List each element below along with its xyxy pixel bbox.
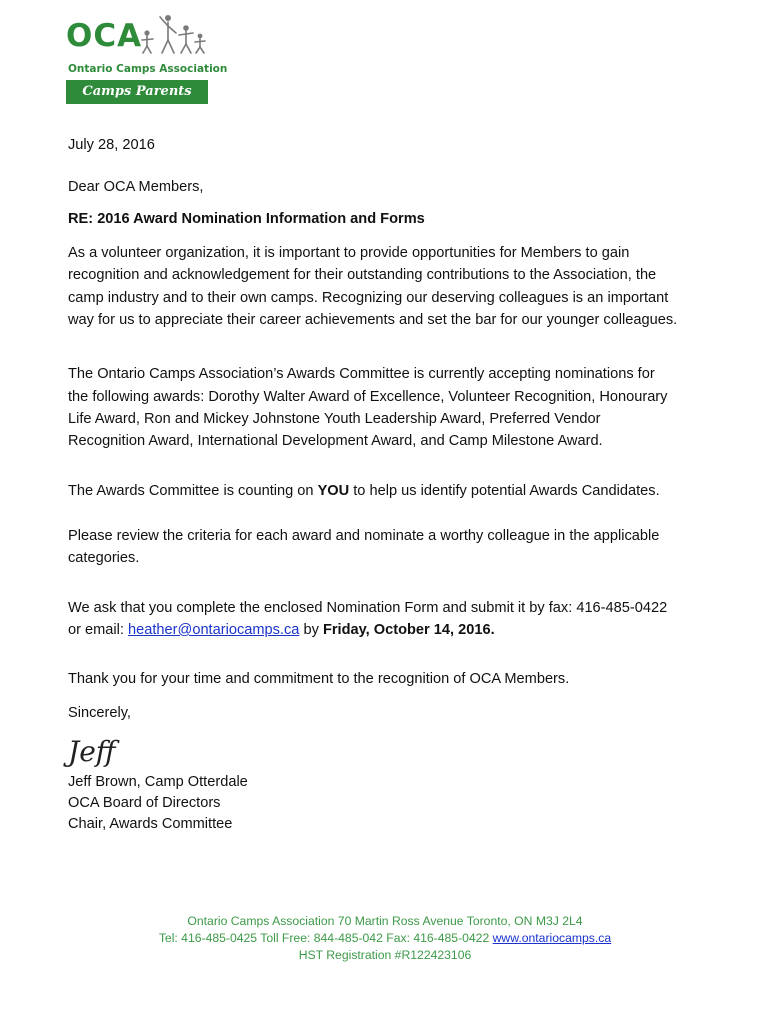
signature: Jeff bbox=[68, 735, 116, 768]
signer-title: Chair, Awards Committee bbox=[68, 816, 233, 832]
paragraph-line: The Ontario Camps Association’s Awards Committee is currently accepting nominations for bbox=[68, 366, 655, 382]
paragraph-counting bbox=[68, 480, 660, 502]
paragraph-line: categories. bbox=[68, 550, 140, 566]
paragraph-line bbox=[68, 619, 495, 641]
text-segment: or email: bbox=[68, 622, 129, 638]
people-figures-icon bbox=[141, 12, 207, 58]
logo-association-name: Ontario Camps Association bbox=[68, 63, 228, 75]
footer-hst: HST Registration #R122423106 bbox=[298, 948, 472, 962]
footer-phone-numbers: Tel: 416-485-0425 Toll Free: 844-485-042 Fax: 416-485-0422 bbox=[158, 931, 493, 945]
subject-line: RE: 2016 Award Nomination Information and Forms bbox=[68, 211, 425, 227]
deadline-date: Friday, October 14, 2016. bbox=[322, 622, 495, 638]
signer-board: OCA Board of Directors bbox=[68, 795, 221, 811]
text-segment: to help us identify potential Awards Candidates. bbox=[349, 483, 660, 499]
logo-program-banner: Camps Parents Trust bbox=[66, 80, 208, 104]
footer-contact bbox=[0, 930, 770, 947]
letter-date: July 28, 2016 bbox=[68, 137, 155, 153]
paragraph-line: recognition and acknowledgement for their outstanding contributions to the Association, the bbox=[68, 267, 657, 283]
paragraph-line: Life Award, Ron and Mickey Johnstone Youth Leadership Award, Preferred Vendor bbox=[68, 411, 601, 427]
salutation: Dear OCA Members, bbox=[68, 179, 204, 195]
paragraph-line: As a volunteer organization, it is important to provide opportunities for Members to gain bbox=[68, 245, 630, 261]
text-segment: by bbox=[299, 622, 323, 638]
emphasis-you: YOU bbox=[317, 483, 350, 499]
paragraph-line: camp industry and to their own camps. Recognizing our deserving colleagues is an important bbox=[68, 290, 669, 306]
closing: Sincerely, bbox=[68, 705, 131, 721]
oca-logo bbox=[66, 12, 228, 123]
footer-address: Ontario Camps Association 70 Martin Ross Avenue Toronto, ON M3J 2L4 bbox=[187, 914, 583, 928]
website-link[interactable]: www.ontariocamps.ca bbox=[492, 931, 612, 945]
paragraph-line: the following awards: Dorothy Walter Award of Excellence, Volunteer Recognition, Honourary bbox=[68, 389, 668, 405]
paragraph-line: Recognition Award, International Development Award, and Camp Milestone Award. bbox=[68, 433, 603, 449]
paragraph-line: We ask that you complete the enclosed Nomination Form and submit it by fax: 416-485-0422 bbox=[68, 600, 668, 616]
thank-you-line: Thank you for your time and commitment to the recognition of OCA Members. bbox=[68, 671, 570, 687]
text-segment: The Awards Committee is counting on bbox=[68, 483, 318, 499]
signer-name: Jeff Brown, Camp Otterdale bbox=[68, 774, 248, 790]
paragraph-line: way for us to appreciate their career achievements and set the bar for our younger colleagues. bbox=[68, 312, 678, 328]
email-link[interactable]: heather@ontariocamps.ca bbox=[128, 622, 300, 638]
logo-wordmark: OCA bbox=[66, 18, 143, 54]
paragraph-line: Please review the criteria for each award and nominate a worthy colleague in the applicable bbox=[68, 528, 660, 544]
